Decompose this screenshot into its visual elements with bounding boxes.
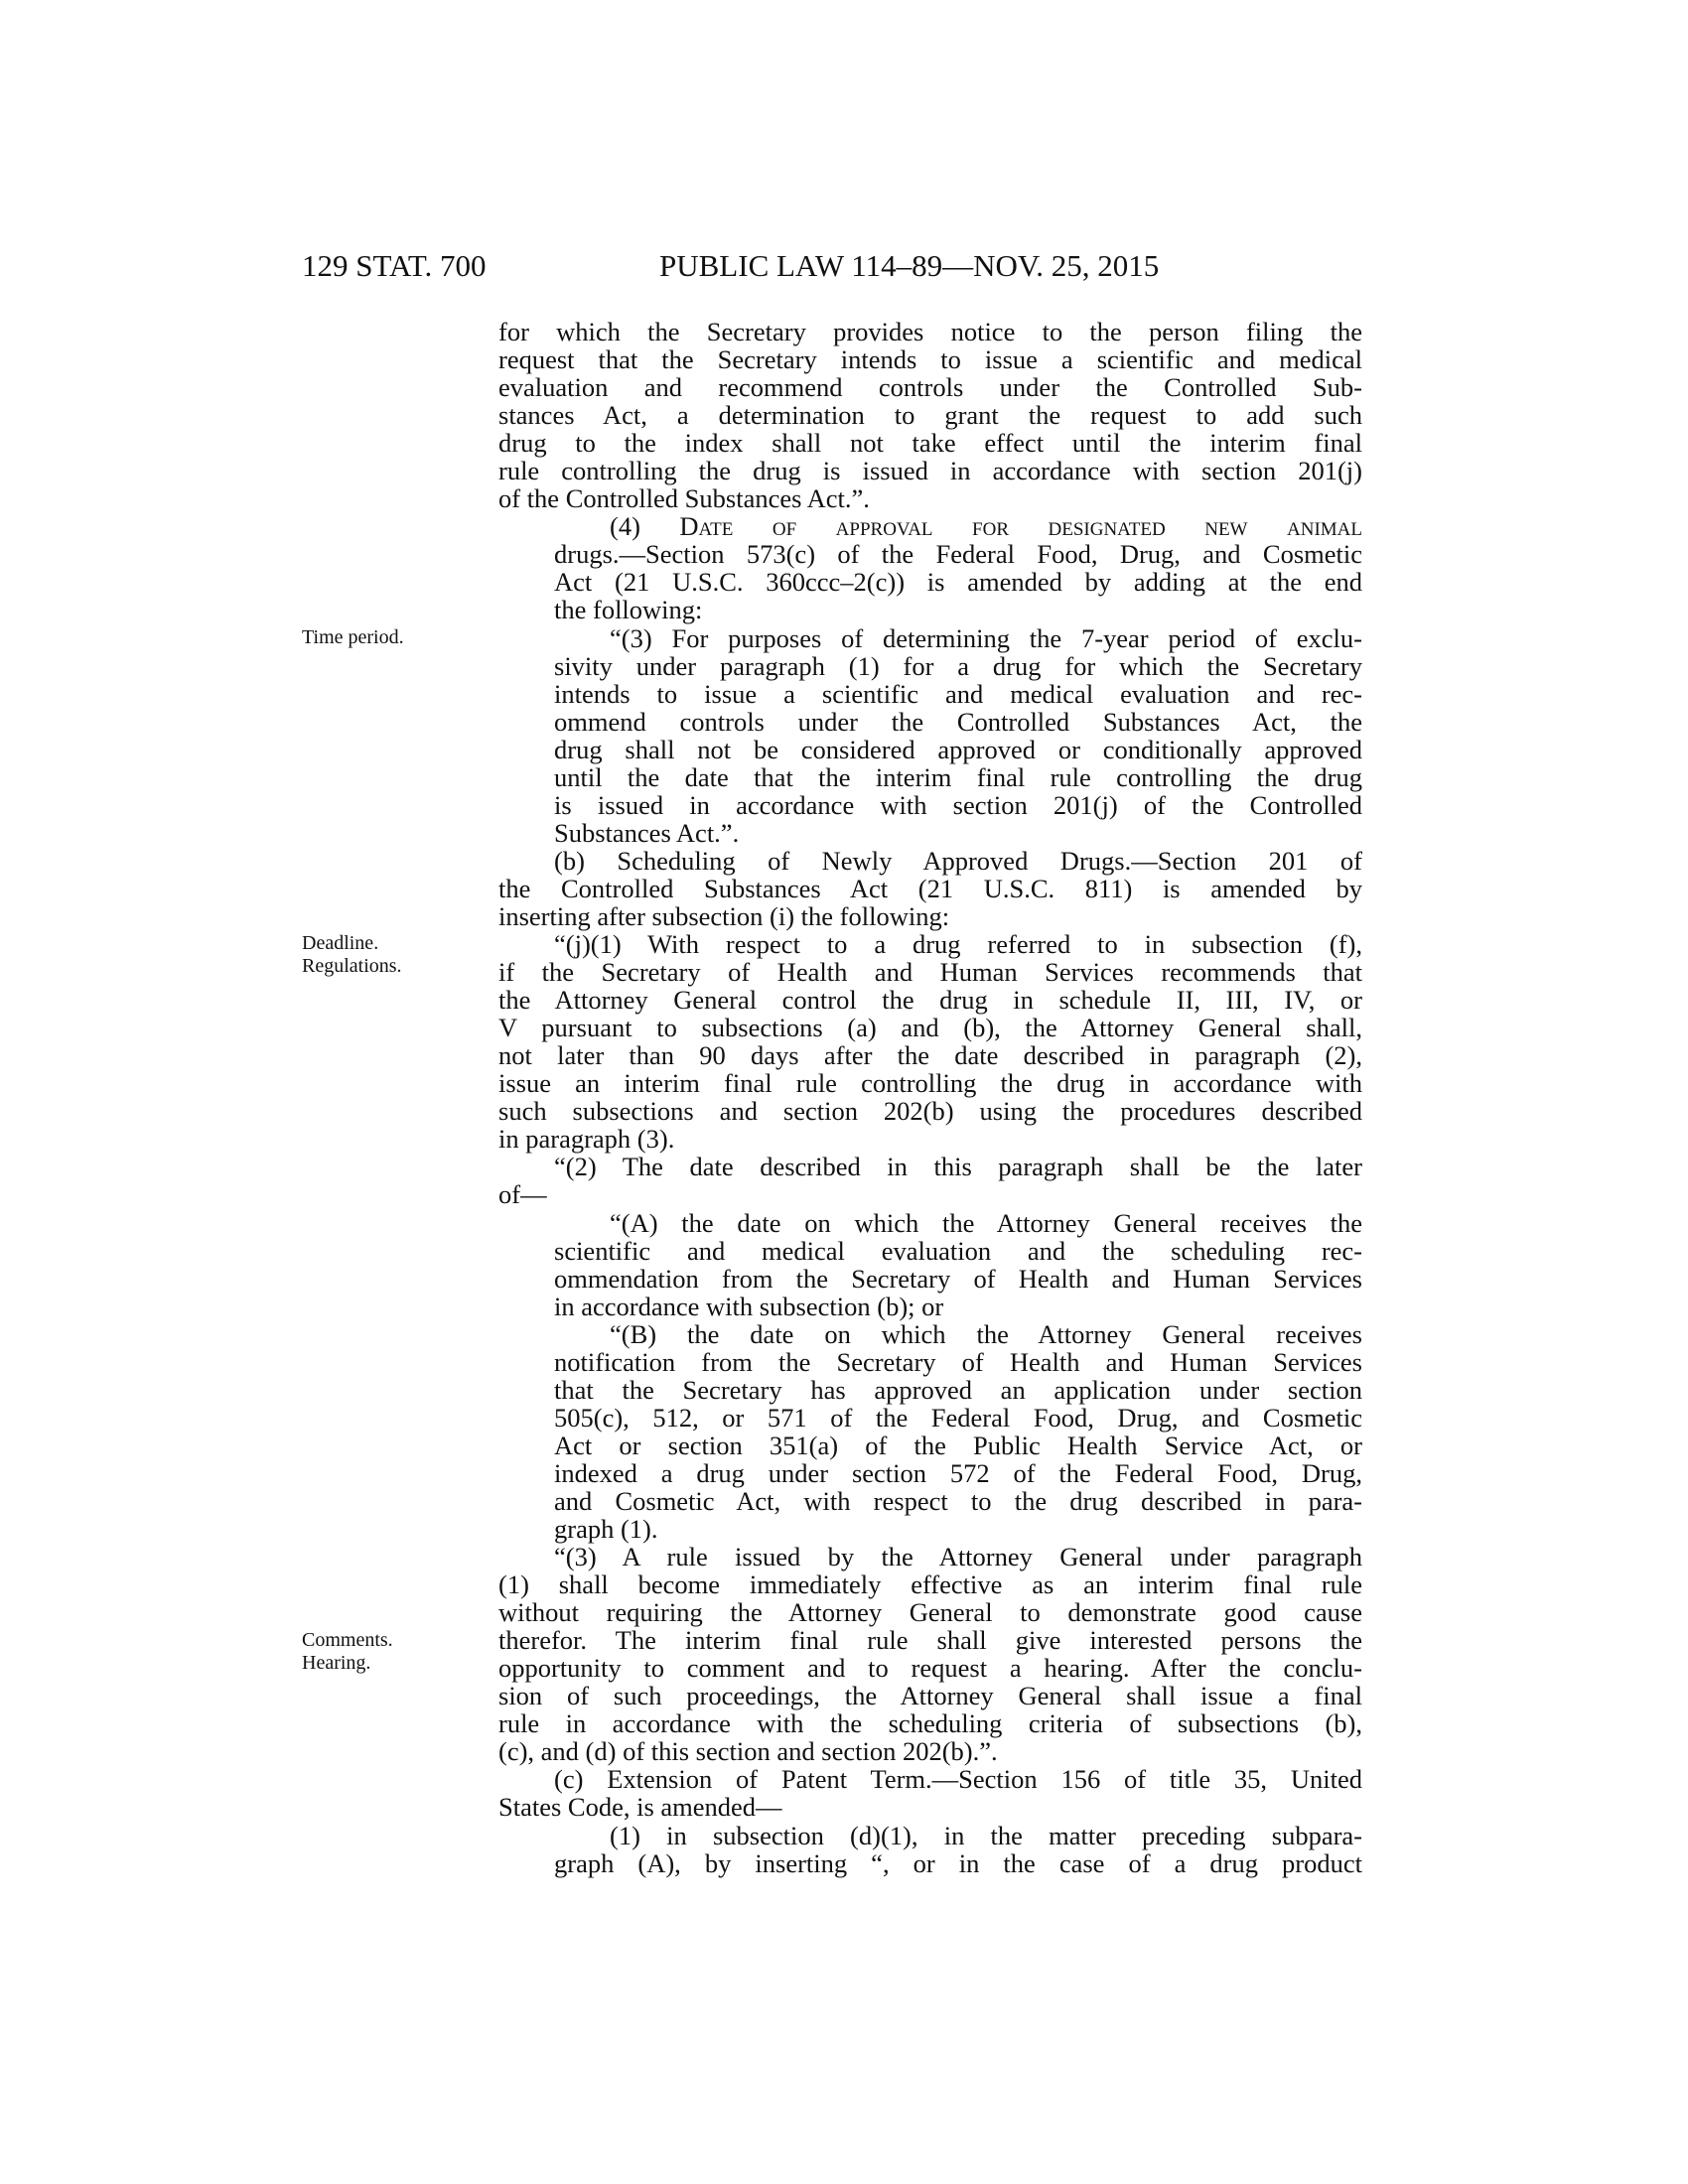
text-line: scientific and medical evaluation and the scheduling rec-: [554, 1235, 1362, 1266]
text-line: is issued in accordance with section 201(j) of the Controlled: [554, 789, 1362, 820]
text-line: “(3) A rule issued by the Attorney General under paragraph: [554, 1542, 1362, 1572]
text-line: and Cosmetic Act, with respect to the drug described in para-: [554, 1485, 1362, 1516]
text-line: ommend controls under the Controlled Substances Act, the: [554, 706, 1362, 737]
running-title: PUBLIC LAW 114–89—NOV. 25, 2015: [659, 248, 1160, 283]
text-line: “(3) For purposes of determining the 7-year period of exclu-: [610, 622, 1362, 653]
text-line: (c) Extension of Patent Term.—Section 156 of title 35, United: [554, 1764, 1362, 1795]
margin-note-deadline-regulations: Deadline. Regulations.: [302, 932, 402, 977]
text-line: in accordance with subsection (b); or: [554, 1291, 944, 1321]
text-line: Act or section 351(a) of the Public Health Service Act, or: [554, 1430, 1362, 1460]
text-line: stances Act, a determination to grant the request to add such: [498, 400, 1362, 431]
statute-page-number: 129 STAT. 700: [302, 248, 487, 283]
text-line: evaluation and recommend controls under the Controlled Sub-: [498, 372, 1362, 403]
text-line: rule controlling the drug is issued in accordance with section 201(j): [498, 456, 1362, 486]
text-line: such subsections and section 202(b) using the procedures described: [498, 1096, 1362, 1127]
text-line: that the Secretary has approved an application under section: [554, 1374, 1362, 1405]
text-line: of—: [498, 1179, 547, 1210]
statute-body-text: [498, 318, 1362, 1877]
text-line: Substances Act.”.: [554, 817, 740, 848]
text-line: V pursuant to subsections (a) and (b), the Attorney General shall,: [498, 1013, 1362, 1043]
text-line: (4) Date of approval for designated new animal: [610, 511, 1362, 542]
text-line: notification from the Secretary of Health and Human Services: [554, 1346, 1362, 1377]
text-line: “(B) the date on which the Attorney General receives: [610, 1318, 1362, 1349]
text-line: without requiring the Attorney General to demonstrate good cause: [498, 1597, 1362, 1628]
text-line: ommendation from the Secretary of Health and Human Services: [554, 1263, 1362, 1294]
page-header: [302, 246, 1362, 286]
text-line: therefor. The interim final rule shall give interested persons the: [498, 1625, 1362, 1656]
text-line: the Controlled Substances Act (21 U.S.C. 811) is amended by: [498, 873, 1362, 903]
text-line: drugs.—Section 573(c) of the Federal Food, Drug, and Cosmetic: [554, 539, 1362, 570]
text-line: the Attorney General control the drug in schedule II, III, IV, or: [498, 985, 1362, 1016]
text-line: “(A) the date on which the Attorney General receives the: [610, 1207, 1362, 1238]
text-line: indexed a drug under section 572 of the Federal Food, Drug,: [554, 1457, 1362, 1488]
text-line: for which the Secretary provides notice to the person filing the: [498, 317, 1362, 346]
text-line: sion of such proceedings, the Attorney General shall issue a final: [498, 1681, 1362, 1711]
text-line: not later than 90 days after the date described in paragraph (2),: [498, 1040, 1362, 1071]
text-line: States Code, is amended—: [498, 1792, 782, 1823]
text-line: Act (21 U.S.C. 360ccc–2(c)) is amended by adding at the end: [554, 567, 1362, 598]
text-line: if the Secretary of Health and Human Services recommends that: [498, 957, 1362, 988]
text-line: drug to the index shall not take effect until the interim final: [498, 428, 1362, 459]
text-line: sivity under paragraph (1) for a drug for which the Secretary: [554, 650, 1362, 681]
text-line: “(2) The date described in this paragraph shall be the later: [554, 1152, 1362, 1182]
text-line: inserting after subsection (i) the following:: [498, 900, 950, 931]
text-line: (c), and (d) of this section and section 202(b).”.: [498, 1736, 998, 1767]
margin-note-time-period: Time period.: [302, 626, 404, 648]
text-line: in paragraph (3).: [498, 1124, 675, 1155]
text-line: of the Controlled Substances Act.”.: [498, 483, 870, 514]
text-line: until the date that the interim final rule controlling the drug: [554, 761, 1362, 792]
text-line: (1) shall become immediately effective as an interim final rule: [498, 1570, 1362, 1600]
text-line: request that the Secretary intends to issue a scientific and medical: [498, 344, 1362, 375]
text-line: 505(c), 512, or 571 of the Federal Food, Drug, and Cosmetic: [554, 1402, 1362, 1433]
text-line: graph (A), by inserting “, or in the case of a drug product: [554, 1847, 1362, 1878]
margin-note-comments-hearing: Comments. Hearing.: [302, 1629, 393, 1674]
text-line: issue an interim final rule controlling the drug in accordance with: [498, 1068, 1362, 1099]
text-line: rule in accordance with the scheduling criteria of subsections (b),: [498, 1708, 1362, 1739]
text-line: (1) in subsection (d)(1), in the matter preceding subpara-: [610, 1820, 1362, 1850]
text-line: “(j)(1) With respect to a drug referred to in subsection (f),: [554, 929, 1362, 960]
text-line: graph (1).: [554, 1514, 658, 1545]
text-line: the following:: [554, 595, 703, 625]
text-line: (b) Scheduling of Newly Approved Drugs.—Section 201 of: [554, 845, 1362, 876]
text-line: opportunity to comment and to request a hearing. After the conclu-: [498, 1653, 1362, 1684]
text-line: intends to issue a scientific and medical evaluation and rec-: [554, 678, 1362, 709]
text-line: drug shall not be considered approved or conditionally approved: [554, 734, 1362, 764]
